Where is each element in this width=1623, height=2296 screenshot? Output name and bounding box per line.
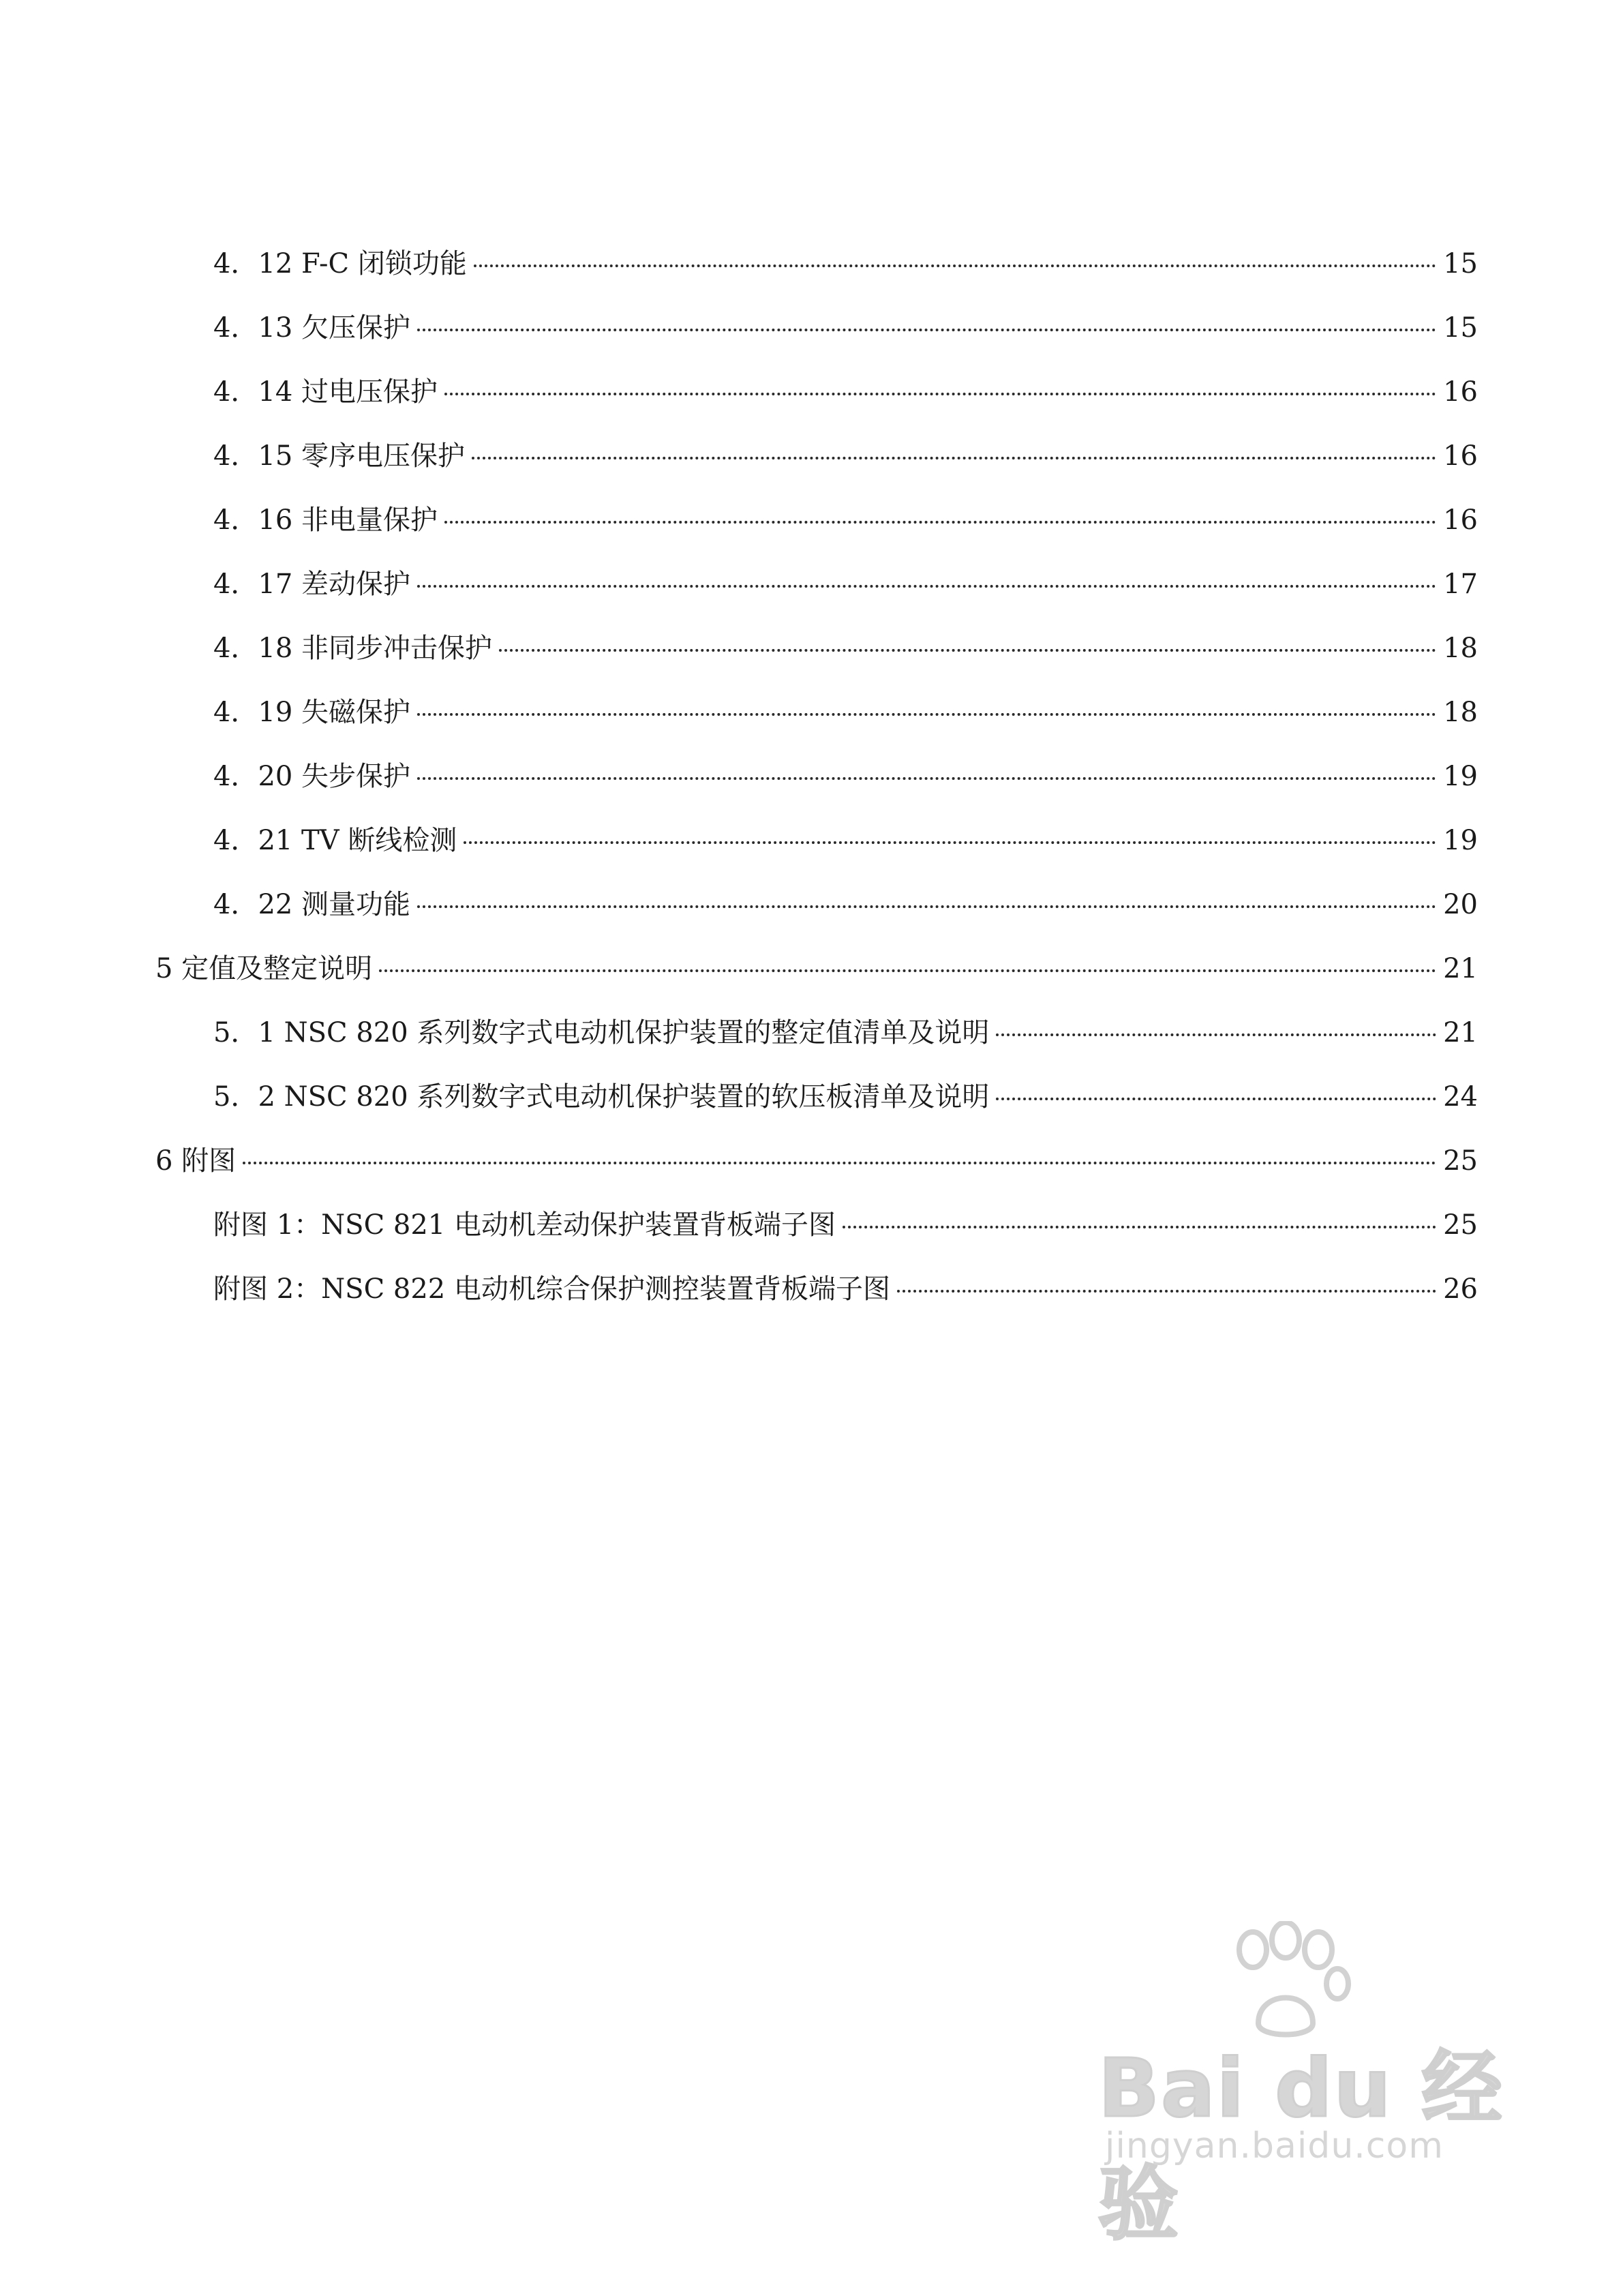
toc-entry[interactable] — [155, 424, 1478, 488]
toc-entry-title: 4．20 失步保护 — [213, 761, 411, 792]
toc-entry[interactable] — [155, 488, 1478, 552]
toc-entry-page: 19 — [1443, 761, 1478, 792]
dot-leader — [417, 905, 1436, 908]
dot-leader — [996, 1098, 1436, 1100]
toc-entry[interactable] — [155, 873, 1478, 937]
toc-entry[interactable] — [155, 937, 1478, 1001]
toc-entry-title: 4．13 欠压保护 — [213, 312, 411, 344]
toc-entry-page: 15 — [1443, 248, 1478, 280]
toc-entry[interactable] — [155, 1065, 1478, 1129]
toc-entry[interactable] — [155, 232, 1478, 296]
toc-entry-title: 5 定值及整定说明 — [155, 953, 373, 984]
dot-leader — [996, 1033, 1436, 1036]
toc-entry-title: 5．1 NSC 820 系列数字式电动机保护装置的整定值清单及说明 — [213, 1017, 990, 1048]
dot-leader — [379, 969, 1436, 972]
toc-entry[interactable] — [155, 1001, 1478, 1065]
toc-entry[interactable] — [155, 744, 1478, 809]
toc-entry-page: 26 — [1443, 1273, 1478, 1305]
baidu-jingyan-watermark — [1098, 1921, 1534, 2251]
dot-leader — [474, 265, 1436, 267]
toc-entry-page: 15 — [1443, 312, 1478, 344]
watermark-url: jingyan.baidu.com — [1105, 2126, 1444, 2166]
toc-entry-page: 24 — [1443, 1081, 1478, 1113]
toc-entry-page: 16 — [1443, 504, 1478, 536]
toc-entry-page: 16 — [1443, 376, 1478, 408]
toc-entry[interactable] — [155, 1129, 1478, 1193]
toc-entry-title: 附图 1：NSC 821 电动机差动保护装置背板端子图 — [213, 1209, 836, 1241]
dot-leader — [472, 457, 1436, 459]
watermark-brand: Bai du 经验 — [1098, 2041, 1504, 2251]
toc-entry-title: 4．15 零序电压保护 — [213, 440, 466, 472]
toc-entry[interactable] — [155, 1257, 1478, 1321]
dot-leader — [444, 521, 1436, 524]
toc-entry[interactable] — [155, 809, 1478, 873]
toc-entry[interactable] — [155, 1193, 1478, 1257]
toc-entry-page: 25 — [1443, 1145, 1478, 1177]
toc-entry-title: 4．22 测量功能 — [213, 889, 411, 920]
toc-entry[interactable] — [155, 360, 1478, 424]
dot-leader — [417, 713, 1436, 716]
toc-entry-title: 4．21 TV 断线检测 — [213, 825, 457, 856]
toc-entry[interactable] — [155, 296, 1478, 360]
toc-entry[interactable] — [155, 616, 1478, 680]
toc-entry-page: 21 — [1443, 953, 1478, 984]
toc-entry-page: 17 — [1443, 569, 1478, 600]
toc-entry-page: 19 — [1443, 825, 1478, 856]
dot-leader — [243, 1162, 1436, 1164]
dot-leader — [499, 649, 1436, 652]
toc-entry-title: 4．18 非同步冲击保护 — [213, 633, 493, 664]
dot-leader — [843, 1226, 1436, 1228]
toc-entry-page: 16 — [1443, 440, 1478, 472]
toc-entry[interactable] — [155, 680, 1478, 744]
toc-entry-title: 4．16 非电量保护 — [213, 504, 438, 536]
toc-entry-page: 25 — [1443, 1209, 1478, 1241]
toc-entry-title: 4．12 F-C 闭锁功能 — [213, 248, 467, 280]
toc-entry-page: 20 — [1443, 889, 1478, 920]
toc-entry-title: 6 附图 — [155, 1145, 237, 1177]
dot-leader — [464, 841, 1436, 844]
dot-leader — [444, 393, 1436, 395]
toc-entry-title: 4．17 差动保护 — [213, 569, 411, 600]
toc-entry-title: 5．2 NSC 820 系列数字式电动机保护装置的软压板清单及说明 — [213, 1081, 990, 1113]
dot-leader — [897, 1290, 1436, 1293]
toc-entry-title: 附图 2：NSC 822 电动机综合保护测控装置背板端子图 — [213, 1273, 890, 1305]
toc-entry-page: 21 — [1443, 1017, 1478, 1048]
table-of-contents — [155, 232, 1478, 1321]
dot-leader — [417, 329, 1436, 331]
toc-entry-page: 18 — [1443, 697, 1478, 728]
dot-leader — [417, 777, 1436, 780]
toc-entry-page: 18 — [1443, 633, 1478, 664]
toc-entry[interactable] — [155, 552, 1478, 616]
dot-leader — [417, 585, 1436, 588]
toc-entry-title: 4．19 失磁保护 — [213, 697, 411, 728]
toc-entry-title: 4．14 过电压保护 — [213, 376, 438, 408]
